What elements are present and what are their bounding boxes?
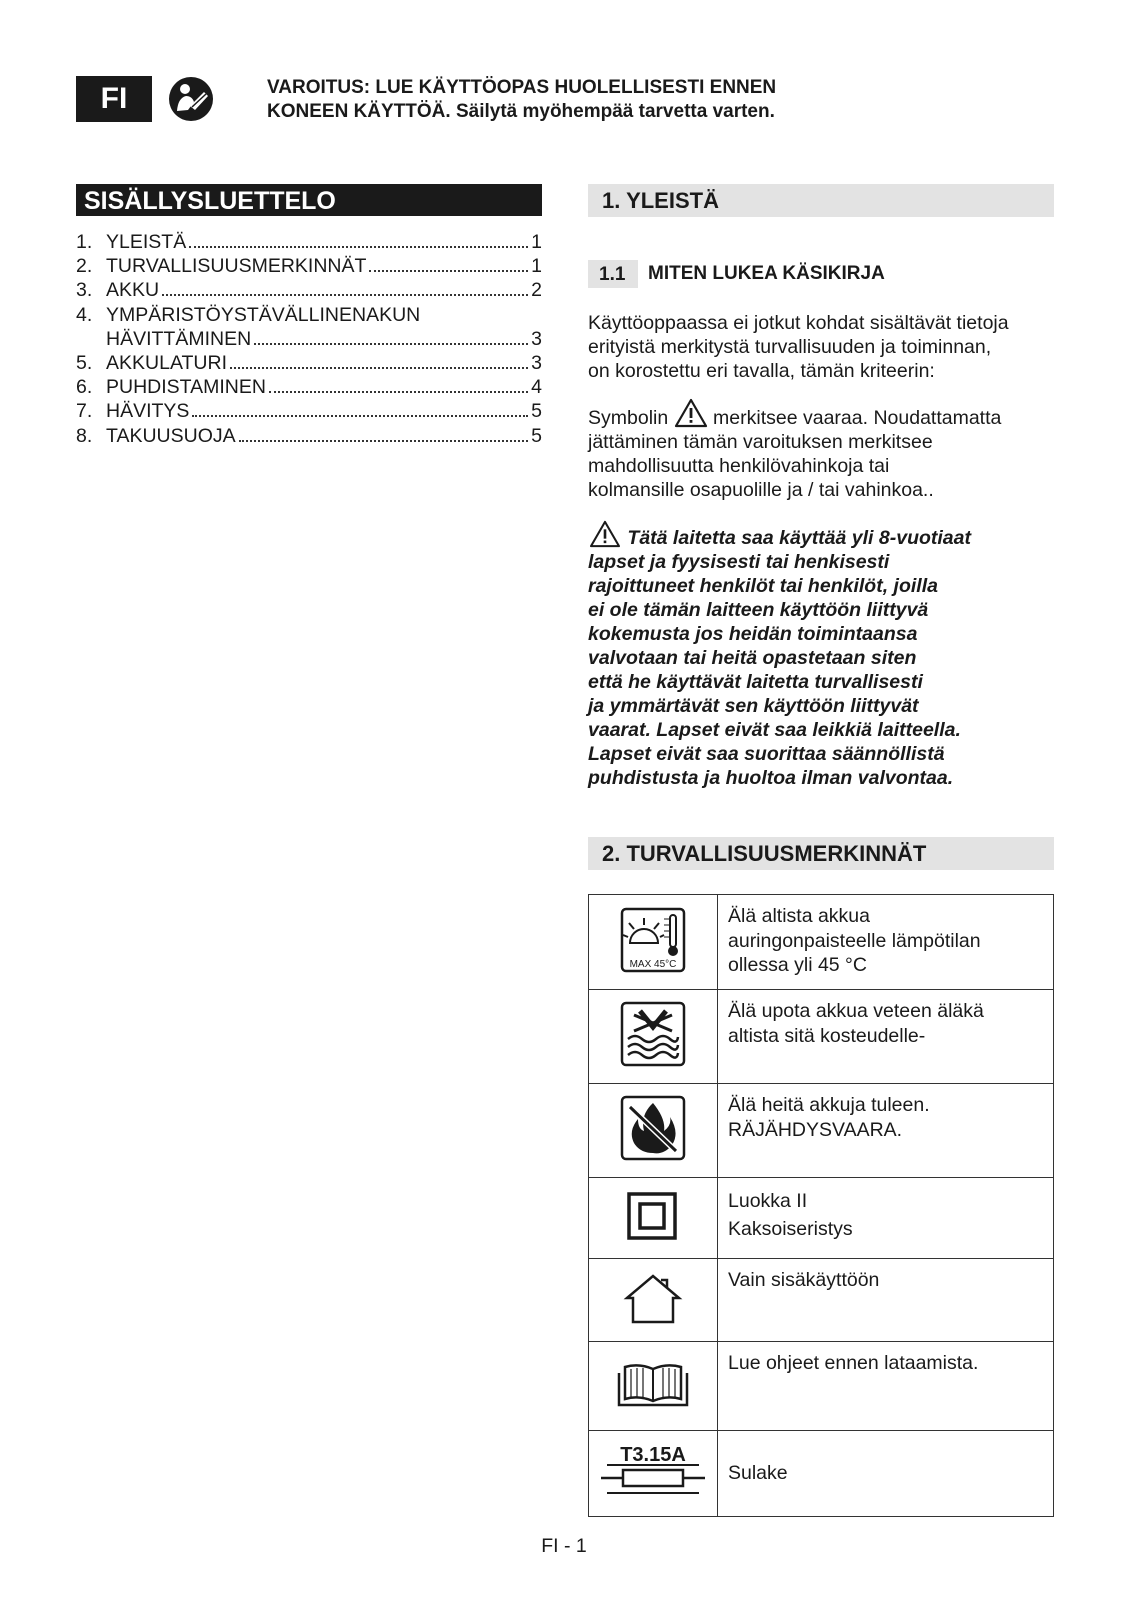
toc-leader xyxy=(189,245,528,248)
toc-item[interactable] xyxy=(76,278,542,302)
table-row xyxy=(589,1178,1054,1259)
toc-page: 5 xyxy=(531,400,542,423)
toc-page: 3 xyxy=(531,327,542,350)
text-line: vaarat. Lapset eivät saa leikkiä laitteella. xyxy=(588,719,961,741)
max-temp-label: MAX 45°C xyxy=(629,958,677,970)
toc-item[interactable] xyxy=(76,351,542,375)
intro-paragraph xyxy=(588,311,1058,383)
symbol-description xyxy=(718,1342,1054,1431)
read-manual-icon xyxy=(168,76,214,122)
text-line: ja ymmärtävät sen käyttöön liittyvät xyxy=(588,695,919,717)
symbol-description xyxy=(718,990,1054,1084)
text-fragment: Symbolin xyxy=(588,407,669,429)
toc-label: AKKULATURI xyxy=(106,352,227,375)
toc-label: HÄVITYS xyxy=(106,400,190,423)
symbol-cell xyxy=(589,1259,718,1342)
toc-item[interactable] xyxy=(76,375,542,399)
toc-page: 1 xyxy=(531,255,542,278)
text-fragment: merkitsee vaaraa. Noudattamatta xyxy=(713,407,1002,429)
warning-triangle-icon xyxy=(588,520,622,548)
table-of-contents xyxy=(76,230,542,448)
symbol-paragraph xyxy=(588,398,1058,502)
text-line: jättäminen tämän varoituksen merkitsee xyxy=(588,431,933,453)
text-line: Kaksoiseristys xyxy=(728,1218,853,1240)
toc-number: 8. xyxy=(76,424,93,447)
toc-label: AKKU xyxy=(106,279,160,302)
text-line: Käyttöoppaassa ei jotkut kohdat sisältävät tietoja xyxy=(588,312,1009,334)
text-line: ollessa yli 45 °C xyxy=(728,954,867,976)
toc-number: 3. xyxy=(76,279,93,302)
toc-leader xyxy=(192,414,528,417)
toc-number: 2. xyxy=(76,255,93,278)
toc-leader xyxy=(230,366,528,369)
toc-item[interactable] xyxy=(76,399,542,423)
text-line: Älä altista akkua xyxy=(728,905,870,927)
toc-number: 6. xyxy=(76,376,93,399)
text-line: puhdistusta ja huoltoa ilman valvontaa. xyxy=(588,767,954,789)
warning-triangle-icon xyxy=(674,398,708,428)
text-line: Luokka II xyxy=(728,1190,808,1212)
child-safety-warning xyxy=(588,520,1058,790)
table-row xyxy=(589,1259,1054,1342)
toc-number: 7. xyxy=(76,400,93,423)
symbol-description xyxy=(718,1431,1054,1517)
warning-header xyxy=(267,76,776,124)
text-line: rajoittuneet henkilöt tai henkilöt, joilla xyxy=(588,575,938,597)
text-line: Sulake xyxy=(728,1462,788,1485)
symbol-description xyxy=(718,895,1054,990)
text-line: altista sitä kosteudelle- xyxy=(728,1024,926,1047)
text-line: Vain sisäkäyttöön xyxy=(728,1269,880,1291)
text-line: Lapset eivät saa suorittaa säännöllistä xyxy=(588,743,945,765)
symbol-cell xyxy=(589,990,718,1084)
indoor-house-icon xyxy=(623,1272,683,1324)
text-line: ei ole tämän laitteen käyttöön liittyvä xyxy=(588,599,929,621)
toc-leader xyxy=(269,390,528,393)
toc-label: HÄVITTÄMINEN xyxy=(106,327,252,350)
class-ii-double-square-icon xyxy=(625,1192,681,1240)
symbol-cell xyxy=(589,1178,718,1259)
text-line: että he käyttävät laitetta turvallisesti xyxy=(588,671,923,693)
text-line: lapset ja fyysisesti tai henkisesti xyxy=(588,551,890,573)
symbol-description xyxy=(718,1178,1054,1259)
toc-item[interactable] xyxy=(76,303,542,327)
no-fire-icon xyxy=(620,1095,686,1161)
toc-page: 5 xyxy=(531,424,542,447)
text-line: Älä upota akkua veteen äläkä xyxy=(728,1000,984,1022)
toc-leader xyxy=(162,293,528,296)
symbol-cell xyxy=(589,895,718,990)
toc-label: TURVALLISUUSMERKINNÄT xyxy=(106,255,367,278)
text-fragment: Tätä laitetta saa käyttää yli 8-vuotiaat xyxy=(627,527,971,549)
toc-title: SISÄLLYSLUETTELO xyxy=(76,184,542,216)
toc-number: 5. xyxy=(76,352,93,375)
table-row xyxy=(589,895,1054,990)
toc-label: YMPÄRISTÖYSTÄVÄLLINENAKUN xyxy=(106,303,421,326)
text-line: kolmansille osapuolille ja / tai vahinkoa.. xyxy=(588,479,934,501)
safety-symbols-table xyxy=(588,894,1054,1517)
symbol-cell xyxy=(589,1084,718,1178)
table-row xyxy=(589,1084,1054,1178)
open-book-icon xyxy=(615,1361,691,1407)
table-row xyxy=(589,1431,1054,1517)
text-line: on korostettu eri tavalla, tämän kriteerin: xyxy=(588,360,935,382)
language-badge: FI xyxy=(76,76,152,122)
toc-number: 1. xyxy=(76,231,93,253)
table-row xyxy=(589,990,1054,1084)
toc-page: 4 xyxy=(531,376,542,399)
section-1-heading: 1. YLEISTÄ xyxy=(588,184,1054,217)
toc-label: PUHDISTAMINEN xyxy=(106,376,266,399)
no-water-immersion-icon xyxy=(620,1001,686,1067)
toc-number: 4. xyxy=(76,303,93,326)
table-row xyxy=(589,1342,1054,1431)
subsection-number: 1.1 xyxy=(588,260,638,288)
toc-page: 1 xyxy=(531,231,542,253)
text-line: valvotaan tai heitä opastetaan siten xyxy=(588,647,917,669)
toc-page: 2 xyxy=(531,279,542,302)
sun-max-temperature-icon xyxy=(620,907,686,973)
text-line: auringonpaisteelle lämpötilan xyxy=(728,929,981,952)
text-line: RÄJÄHDYSVAARA. xyxy=(728,1118,903,1141)
toc-item[interactable] xyxy=(76,254,542,278)
toc-page: 3 xyxy=(531,352,542,375)
toc-item[interactable] xyxy=(76,230,542,254)
subsection-title: MITEN LUKEA KÄSIKIRJA xyxy=(648,263,885,284)
text-line: Älä heitä akkuja tuleen. xyxy=(728,1094,930,1116)
warning-line-1: VAROITUS: LUE KÄYTTÖOPAS HUOLELLISESTI ENNEN xyxy=(267,77,777,98)
symbol-description xyxy=(718,1259,1054,1342)
toc-leader xyxy=(239,439,528,442)
text-line: mahdollisuutta henkilövahinkoja tai xyxy=(588,455,890,477)
toc-item[interactable] xyxy=(76,424,542,448)
warning-line-2: KONEEN KÄYTTÖÄ. Säilytä myöhempää tarvetta varten. xyxy=(267,101,775,122)
toc-label: TAKUUSUOJA xyxy=(106,424,236,447)
symbol-description xyxy=(718,1084,1054,1178)
text-line: erityistä merkitystä turvallisuuden ja toiminnan, xyxy=(588,336,992,358)
subsection-1-1-heading xyxy=(588,260,885,288)
fuse-rating-label: T3.15A xyxy=(620,1444,686,1466)
toc-leader xyxy=(369,269,528,272)
symbol-cell xyxy=(589,1342,718,1431)
section-2-heading: 2. TURVALLISUUSMERKINNÄT xyxy=(588,837,1054,870)
toc-item-continued[interactable] xyxy=(76,327,542,351)
text-line: Lue ohjeet ennen lataamista. xyxy=(728,1352,979,1374)
fuse-icon xyxy=(601,1441,705,1501)
page-number: FI - 1 xyxy=(541,1535,587,1557)
symbol-cell xyxy=(589,1431,718,1517)
toc-label: YLEISTÄ xyxy=(106,231,187,253)
text-line: kokemusta jos heidän toimintaansa xyxy=(588,623,918,645)
toc-leader xyxy=(254,342,528,345)
